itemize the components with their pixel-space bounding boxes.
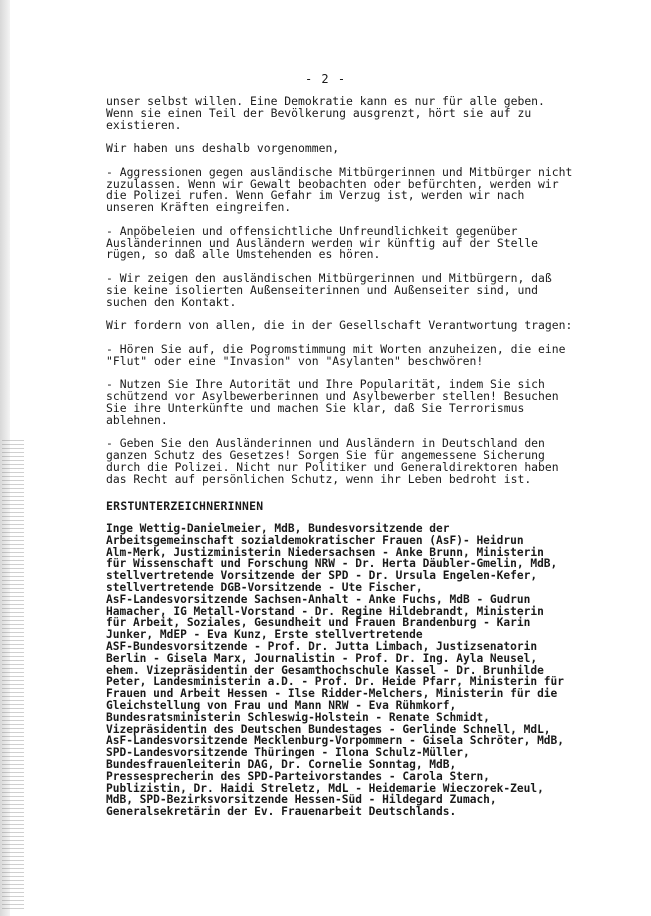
paragraph: - Geben Sie den Ausländerinnen und Ausländern in Deutschland den ganzen Schutz des Gesetzes! Sorgen Sie für angemessene Sicherung durch die Polizei. Nicht nur Politiker und Generaldirektoren haben das Recht auf persönlichen Schutz, wenn ihr Leben bedroht ist. [106,436,559,486]
paragraph: - Aggressionen gegen ausländische Mitbürgerinnen und Mitbürger nicht zuzulassen. Wenn wir Gewalt beobachten oder befürchten, werden wir die Polizei rufen. Wenn Gefahr im Verzug ist, werden wir nach unseren Kräften eingreifen. [106,164,573,215]
paragraph: Wir fordern von allen, die in der Gesellschaft Verantwortung tragen: [106,318,573,333]
section-title: ERSTUNTERZEICHNERINNEN [106,499,264,514]
paragraph: - Anpöbeleien und offensichtliche Unfreundlichkeit gegenüber Ausländerinnen und Ausländern werden wir künftig auf der Stelle rügen, so daß alle Umstehenden es hören. [106,223,539,262]
paragraph: - Nutzen Sie Ihre Autorität und Ihre Popularität, indem Sie sich schützend vor Asylbewerberinnen und Asylbewerber stellen! Besuchen Sie ihre Unterkünfte und machen Sie klar, daß Sie Terrorismus ablehnen. [106,377,559,427]
paragraph: Wir haben uns deshalb vorgenommen, [106,141,340,156]
signatories-list: Inge Wettig-Danielmeier, MdB, Bundesvorsitzende der Arbeitsgemeinschaft sozialdemokratischer Frauen (AsF)- Heidrun Alm-Merk, Justizministerin Niedersachsen - Anke Brunn, Ministerin für Wissenschaft und Forschung NRW - Dr. Herta Däubler-Gmelin, MdB, stellvertretende Vorsitzende der SPD - Dr. Ursula Engelen-Kefer, stellvertretende DGB-Vorsitzende - Ute Fischer, AsF-Landesvorsitzende Sachsen-Anhalt - Anke Fuchs, MdB - Gudrun Hamacher, IG Metall-Vorstand - Dr. Regine Hildebrandt, Ministerin für Arbeit, Soziales, Gesundheit und Frauen Brandenburg - Karin Junker, MdEP - Eva Kunz, Erste stellvertretende ASF-Bundesvorsitzende - Prof. Dr. Jutta Limbach, Justizsenatorin Berlin - Gisela Marx, Journalistin - Prof. Dr. Ing. Ayla Neusel, ehem. Vizepräsidentin der Gesamthochschule Kassel - Dr. Brunhilde Peter, Landesministerin a.D. - Prof. Dr. Heide Pfarr, Ministerin für Frauen und Arbeit Hessen - Ilse Ridder-Melchers, Ministerin für die Gleichstellung von Frau und Mann NRW - Eva Rühmkorf, Bundesratsministerin Schleswig-Holstein - Renate Schmidt, Vizepräsidentin des Deutschen Bundestages - Gerlinde Schnell, MdL, AsF-Landesvorsitzende Mecklenburg-Vorpommern - Gisela Schröter, MdB, SPD-Landesvorsitzende Thüringen - Ilona Schulz-Müller, Bundesfrauenleiterin DAG, Dr. Cornelie Sonntag, MdB, Pressesprecherin des SPD-Parteivorstandes - Carola Stern, Publizistin, Dr. Haidi Streletz, MdL - Heidemarie Wieczorek-Zeul, MdB, SPD-Bezirksvorsitzende Hessen-Süd - Hildegard Zumach, Generalsekretärin der Ev. Frauenarbeit Deutschlands. [106,522,565,819]
paragraph: - Wir zeigen den ausländischen Mitbürgerinnen und Mitbürgern, daß sie keine isolierten Außenseiterinnen und Außenseiter sind, und suchen den Kontakt. [106,270,552,309]
scan-noise [2,440,24,910]
paragraph: unser selbst willen. Eine Demokratie kann es nur für alle geben. Wenn sie einen Teil der Bevölkerung ausgrenzt, hört sie auf zu existieren. [106,94,545,132]
paragraph: - Hören Sie auf, die Pogromstimmung mit Worten anzuheizen, die eine "Flut" oder eine "Invasion" von "Asylanten" beschwören! [106,341,566,368]
body-text [106,96,581,818]
page-number: - 2 - [304,72,347,86]
